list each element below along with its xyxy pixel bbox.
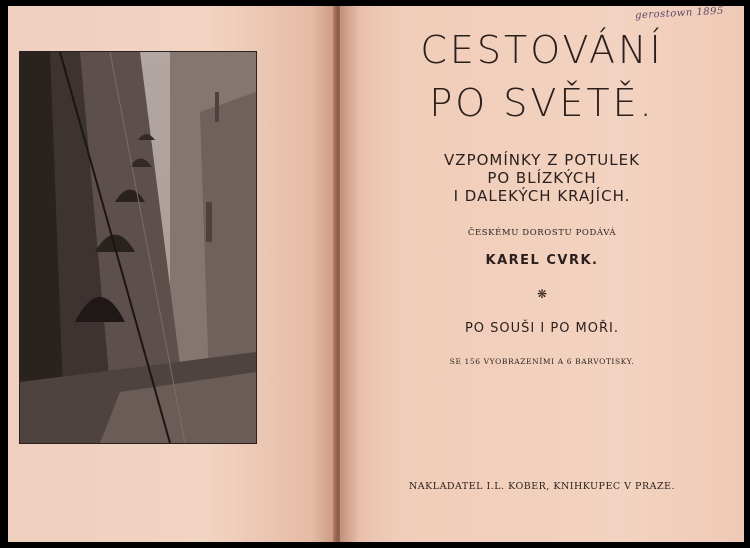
title-page (340, 6, 744, 542)
ornament-icon: ❋ (536, 287, 548, 301)
publisher-line: NAKLADATEL I.L. KOBER, KNIHKUPEC V PRAZE. (408, 481, 676, 492)
title-line-2: PO SVĚTĚ. (429, 81, 655, 125)
part-title: PO SOUŠI I PO MOŘI. (464, 321, 620, 336)
illustrations-note: SE 156 VYOBRAZENÍMI A 6 BARVOTISKY. (449, 357, 635, 366)
dedication: ČESKÉMU DOROSTU PODÁVÁ (467, 228, 617, 238)
subtitle-line-1: VZPOMÍNKY Z POTULEK (444, 151, 640, 169)
subtitle-line-2: PO BLÍZKÝCH (487, 169, 597, 187)
title-line-1: CESTOVÁNÍ (420, 28, 664, 72)
handwritten-note: gerostown 1895 (634, 6, 725, 22)
bridge-engraving (20, 52, 256, 443)
subtitle-line-3: I DALEKÝCH KRAJÍCH. (453, 187, 631, 205)
left-page (8, 6, 338, 542)
author-name: KAREL CVRK. (485, 253, 599, 268)
frontispiece-photo (19, 51, 257, 444)
